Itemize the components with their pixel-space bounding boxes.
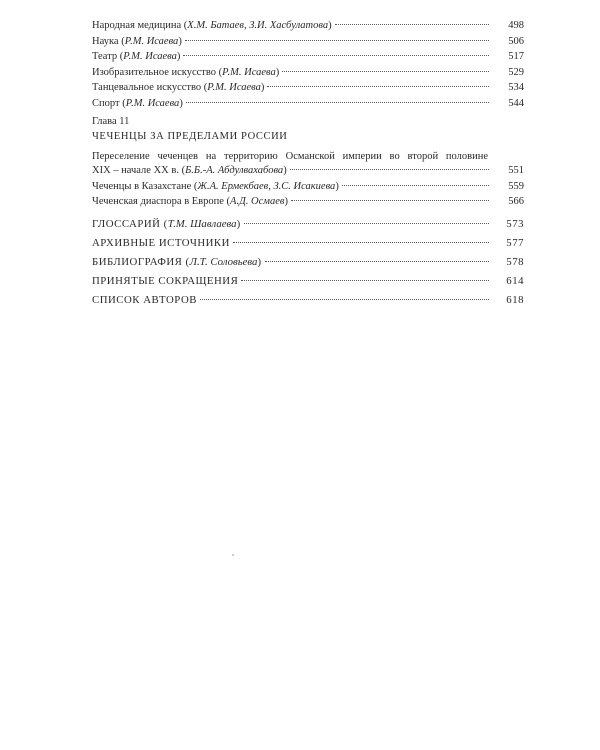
toc-entry-title-line2: XIX – начале XX в. (Б.Б.-А. Абдулвахабова) 551 [92, 163, 524, 179]
toc-entry-glossary[interactable] [92, 216, 524, 233]
toc-entry-title: Танцевальное искусство (Р.М. Исаева) [92, 82, 265, 93]
toc-entry-fine-art[interactable] [92, 65, 524, 81]
toc-entry-abbreviations[interactable] [92, 273, 524, 290]
toc-entry-science[interactable] [92, 34, 524, 50]
toc-page-number: 614 [506, 274, 524, 287]
toc-entry-title: Чеченская диаспора в Европе (А.Д. Осмаев) [92, 196, 288, 207]
dot-leader [200, 299, 489, 300]
chapter-label: Глава 11 [92, 116, 130, 127]
toc-entry-title: Наука (Р.М. Исаева) [92, 35, 182, 47]
toc-entry-archives[interactable] [92, 235, 524, 252]
toc-page-number: 506 [508, 35, 524, 47]
dot-leader [290, 169, 489, 170]
toc-entry-europe-diaspora[interactable] [92, 194, 524, 210]
toc-entry-resettlement[interactable] [92, 150, 524, 179]
toc-entry-title: БИБЛИОГРАФИЯ (Л.Т. Соловьева) [92, 255, 262, 268]
toc-entry-title: АРХИВНЫЕ ИСТОЧНИКИ [92, 236, 230, 249]
toc-page-number: 551 [508, 165, 524, 176]
toc-entry-title: Спорт (Р.М. Исаева) [92, 97, 183, 109]
toc-entry-theatre[interactable] [92, 49, 524, 65]
toc-page-number: 566 [508, 196, 524, 207]
chapter-title[interactable]: ЧЕЧЕНЦЫ ЗА ПРЕДЕЛАМИ РОССИИ [92, 131, 288, 142]
toc-entry-dance[interactable] [92, 80, 524, 96]
toc-entry-title-line1: Переселение чеченцев на территорию Османской империи во второй половине [92, 151, 488, 162]
dot-leader [233, 242, 489, 243]
dot-leader [282, 71, 489, 72]
toc-entry-bibliography[interactable] [92, 254, 524, 271]
toc-entry-title: Народная медицина (Х.М. Батаев, З.И. Хасбулатова) [92, 20, 332, 31]
toc-page-number: 577 [506, 236, 524, 249]
toc-page-number: 618 [506, 293, 524, 306]
toc-entry-title: СПИСОК АВТОРОВ [92, 293, 197, 306]
dot-leader [342, 185, 489, 186]
table-of-contents [92, 18, 524, 309]
dot-leader [244, 223, 489, 224]
dot-leader [241, 280, 489, 281]
toc-page-number: 534 [508, 82, 524, 93]
toc-entry-title: Чеченцы в Казахстане (Ж.А. Ермекбаев, З.С. Исакиева) [92, 180, 339, 192]
toc-entry-authors-list[interactable] [92, 292, 524, 309]
scan-speck [232, 554, 234, 556]
toc-page-number: 559 [508, 180, 524, 192]
toc-page-number: 517 [508, 51, 524, 62]
dot-leader [186, 102, 489, 103]
dot-leader [183, 55, 489, 56]
dot-leader [335, 24, 489, 25]
toc-page-number: 529 [508, 66, 524, 78]
toc-entry-folk-medicine[interactable] [92, 18, 524, 34]
dot-leader [185, 40, 489, 41]
toc-page-number: 573 [506, 217, 524, 230]
toc-page-number: 578 [506, 255, 524, 268]
toc-page-number: 544 [508, 97, 524, 109]
toc-entry-kazakhstan[interactable] [92, 179, 524, 195]
toc-entry-title: Изобразительное искусство (Р.М. Исаева) [92, 66, 280, 78]
toc-entry-sport[interactable] [92, 96, 524, 112]
toc-entry-title: ГЛОССАРИЙ (Т.М. Шавлаева) [92, 217, 241, 230]
dot-leader [265, 261, 489, 262]
toc-entry-title: ПРИНЯТЫЕ СОКРАЩЕНИЯ [92, 274, 239, 287]
dot-leader [267, 86, 489, 87]
dot-leader [291, 200, 489, 201]
toc-entry-title: Театр (Р.М. Исаева) [92, 51, 181, 62]
toc-page-number: 498 [508, 20, 524, 31]
